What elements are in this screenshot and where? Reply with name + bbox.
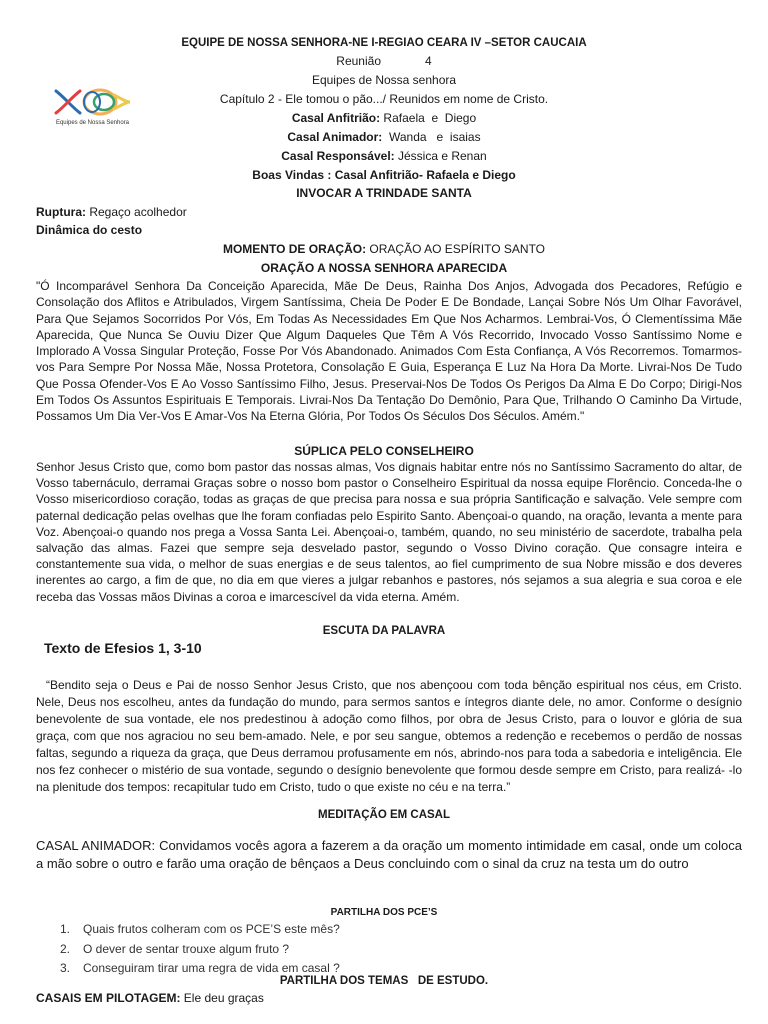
org-name: Equipes de Nossa senhora	[311, 73, 457, 87]
animador-value: Wanda e isaias	[382, 130, 481, 144]
pilotagem-line	[36, 990, 264, 1006]
pilotagem-label: CASAIS EM PILOTAGEM:	[36, 991, 181, 1005]
anfitriao-label: Casal Anfitrião:	[291, 111, 381, 125]
pilotagem-value: Ele deu graças	[180, 991, 264, 1005]
momento-oracao	[0, 241, 768, 257]
responsavel-label: Casal Responsável:	[281, 149, 395, 163]
invocar-trindade: INVOCAR A TRINDADE SANTA	[296, 186, 472, 200]
dinamica-line: Dinâmica do cesto	[36, 223, 143, 237]
animador-label: Casal Animador:	[287, 130, 383, 144]
reuniao-number: 4	[425, 54, 432, 68]
suplica-heading: SÚPLICA PELO CONSELHEIRO	[294, 444, 474, 458]
casal-animador	[0, 129, 768, 145]
momento-label: MOMENTO DE ORAÇÃO:	[222, 242, 367, 256]
org-line: EQUIPE DE NOSSA SENHORA-NE I-REGIAO CEARA IV –SETOR CAUCAIA	[181, 37, 587, 49]
logo-caption: Equipes de Nossa Senhora	[55, 120, 130, 126]
escuta-heading: ESCUTA DA PALAVRA	[322, 625, 446, 637]
responsavel-value: Jéssica e Renan	[394, 149, 487, 163]
ruptura-value: Regaço acolhedor	[86, 205, 187, 219]
ruptura-label: Ruptura:	[36, 205, 86, 219]
meditacao-text: CASAL ANIMADOR: Convidamos vocês agora a fazerem a da oração um momento intimidade em casal, onde um coloca a mão sobre o outro e farão uma oração de bênçaos a Deus concluindo com o sinal da cruz na testa um do outro	[36, 838, 742, 871]
meditacao-heading: MEDITAÇÃO EM CASAL	[317, 809, 451, 821]
partilha-pce-heading: PARTILHA DOS PCE’S	[330, 907, 438, 918]
ruptura-line	[36, 204, 187, 220]
reuniao-label: Reunião	[336, 54, 381, 68]
questions-list	[60, 920, 340, 979]
oracao-heading: ORAÇÃO A NOSSA SENHORA APARECIDA	[260, 261, 508, 275]
casal-responsavel	[0, 148, 768, 164]
reuniao-line	[0, 53, 768, 69]
anfitriao-value: Rafaela e Diego	[380, 111, 477, 125]
texto-heading: Texto de Efesios 1, 3-10	[44, 640, 202, 656]
list-item: 1. Quais frutos colheram com os PCE’S este mês?	[60, 922, 340, 936]
efesios-text: “Bendito seja o Deus e Pai de nosso Senhor Jesus Cristo, que nos abençoou com toda bênção espiritual nos céus, em Cristo. Nele, Deus nos escolheu, antes da fundação do mundo, para sermos santos e íntegros diante dele, no amor. Conforme o desígnio benevolente de sua vontade, ele nos predestinou à adoção como filhos, por obra de Jesus Cristo, para o louvor e glória de sua graça, com que nos agraciou no seu bem-amado. Nele, e por seu sangue, obtemos a redenção e recebemos o perdão de nossas faltas, segundo a riqueza da graça, que Deus derramou profusamente em nós, abrindo-nos para toda a sabedoria e inteligência. Ele nos fez conhecer o mistério de sua vontade, segundo o desígnio benevolente que formou desde sempre em Cristo, para realizá- -lo na plenitude dos tempos: recapitular tudo em Cristo, tudo o que existe no céu e na terra.”	[36, 678, 742, 794]
partilha-temas-heading: PARTILHA DOS TEMAS DE ESTUDO.	[279, 975, 489, 987]
casal-anfitriao	[0, 110, 768, 126]
list-item: 2. O dever de sentar trouxe algum fruto ?	[60, 941, 290, 956]
list-item: 3. Conseguiram tirar uma regra de vida em casal ?	[60, 961, 340, 975]
chapter-title: Capítulo 2 - Ele tomou o pão.../ Reunidos em nome de Cristo.	[219, 92, 549, 106]
oracao-text: "Ó Incomparável Senhora Da Conceição Aparecida, Mãe De Deus, Rainha Dos Anjos, Advogada dos Pecadores, Refúgio e Consolação dos Aflitos e Atribulados, Virgem Santíssima, Cheia De Poder E De Bondade, Lançai Sobre Nós Um Olhar Favorável, Para Que Sejamos Socorridos Por Vós, Em Todas As Necessidades Em Que Nos Acharmos. Lembrai-Vos, Ó Clementíssima Mãe Aparecida, Que Nunca Se Ouviu Dizer Que Algum Daqueles Que Têm A Vós Recorrido, Invocado Vosso Santíssimo Nome e Implorado A Vossa Singular Proteção, Fosse Por Vós Abandonado. Animados Com Esta Confiança, A Vós Recorremos. Tomarmos-vos Para Sempre Por Nossa Mãe, Nossa Protetora, Consolação E Guia, Esperança E Luz Na Hora Da Morte. Livrai-Nos De Tudo Que Possa Ofender-Vos E Ao Vosso Santíssimo Filho, Jesus. Preservai-Nos De Todos Os Perigos Da Alma E Do Corpo; Dirigi-Nos Em Todos Os Assuntos Espirituais E Temporais. Livrai-Nos Da Tentação Do Demônio, Para Que, Trilhando O Caminho Da Virtude, Possamos Um Dia Ver-Vos E Amar-Vos Na Eterna Glória, Por Todos Os Séculos Dos Séculos. Amém."	[36, 279, 742, 424]
boas-vindas: Boas Vindas : Casal Anfitrião- Rafaela e Diego	[252, 168, 516, 182]
momento-value: ORAÇÃO AO ESPÍRITO SANTO	[366, 242, 546, 256]
suplica-text: Senhor Jesus Cristo que, como bom pastor das nossas almas, Vos dignais habitar entre nós no Santíssimo Sacramento do altar, de Vosso tabernáculo, derramai Graças sobre o nosso bom pastor o Conselheiro Espiritual da nossa equipe Florêncio. Conceda-lhe o Vosso misericordioso coração, todas as graças de que precisa para nossa e sua própria Santificação e salvação. Vele sempre com paternal dedicação pelas ovelhas que lhe foram confiadas pelo Espirito Santo. Abençoai-o quando, na oração, levanta a mente para Voz. Abençoai-o quando nos prega a Vossa Santa Lei. Abençoai-o, também, quando, no seu ministério de sacerdote, trabalha pela salvação das almas. Fazei que sempre seja desvelado pastor, segundo o Vosso Divino coração. Que consagre inteira e constantemente sua vida, o melhor de suas energias e de seus talentos, ao fiel cumprimento de sua Nobre missão e dos deveres inerentes ao cargo, a fim de que, no dia em que vieres a julgar rebanhos e pastores, nós sejamos a sua alegria e sua coroa e ele receba das Vossas mãos Divinas a coroa e imarcescível da vida eterna. Amém.	[36, 460, 742, 604]
